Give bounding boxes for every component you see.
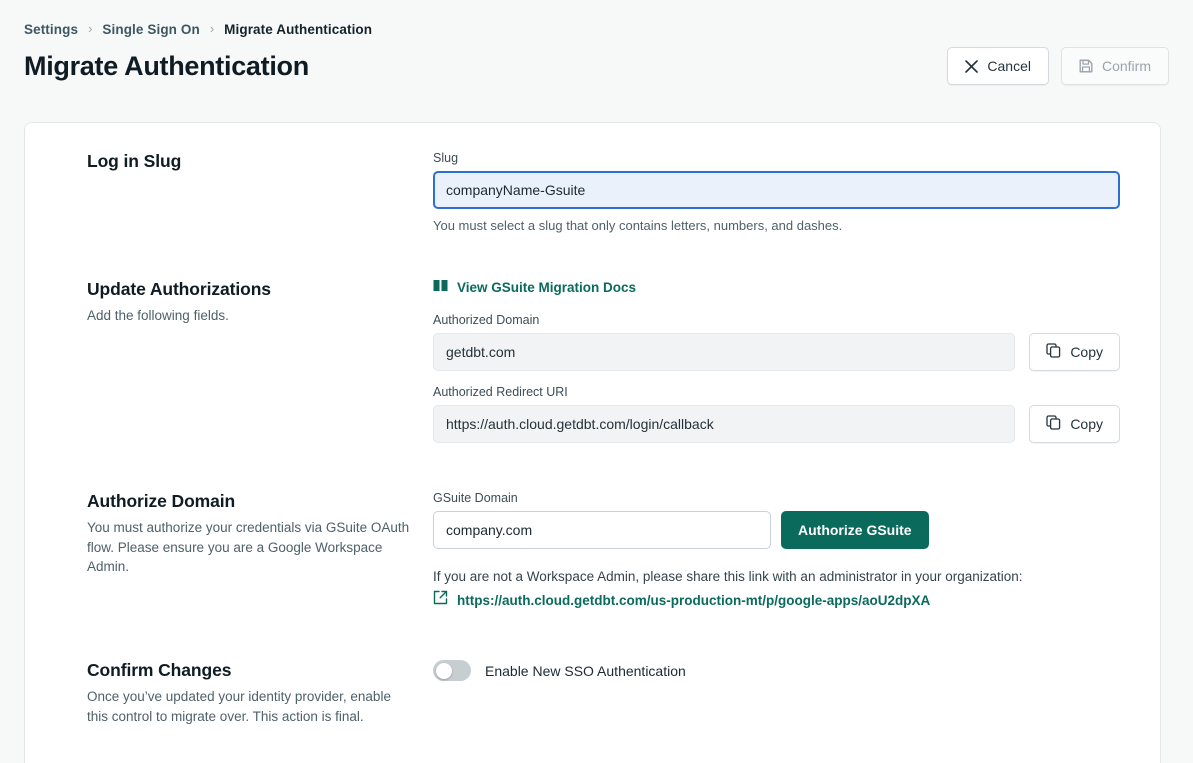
gsuite-domain-input[interactable]	[433, 511, 771, 549]
section-confirm-changes-title: Confirm Changes	[87, 660, 232, 680]
header-actions	[947, 47, 1169, 85]
section-authorize-domain-info	[49, 491, 433, 610]
breadcrumb-item-migrate-authentication: Migrate Authentication	[224, 22, 373, 37]
section-authorize-domain	[25, 443, 1160, 610]
copy-authorized-redirect-uri-button[interactable]	[1029, 405, 1120, 443]
breadcrumb	[0, 0, 1193, 37]
copy-authorized-domain-button[interactable]	[1029, 333, 1120, 371]
save-icon	[1079, 59, 1093, 73]
page-header	[0, 37, 1193, 85]
section-update-authorizations-title: Update Authorizations	[87, 279, 271, 299]
gsuite-domain-label: GSuite Domain	[433, 491, 518, 505]
cancel-button-label: Cancel	[987, 58, 1031, 74]
view-gsuite-migration-docs-label: View GSuite Migration Docs	[457, 279, 637, 295]
gsuite-domain-row	[433, 511, 1120, 549]
cancel-button[interactable]	[947, 47, 1049, 85]
close-icon	[965, 60, 978, 73]
enable-sso-toggle[interactable]	[433, 660, 471, 681]
section-authorize-domain-fields	[433, 491, 1136, 610]
copy-icon	[1046, 415, 1061, 433]
section-confirm-changes-info	[49, 660, 433, 726]
section-update-authorizations-subtitle: Add the following fields.	[87, 308, 229, 323]
view-gsuite-migration-docs-link[interactable]	[433, 279, 636, 295]
confirm-button[interactable]	[1061, 47, 1169, 85]
section-login-slug	[25, 123, 1160, 233]
section-confirm-changes	[25, 610, 1160, 763]
section-login-slug-fields	[433, 151, 1136, 233]
share-link-instructions: If you are not a Workspace Admin, please share this link with an administrator in your organization:	[433, 569, 1023, 584]
confirm-button-label: Confirm	[1101, 58, 1151, 74]
toggle-knob	[436, 663, 452, 679]
chevron-right-icon: ›	[209, 21, 215, 36]
authorize-gsuite-button[interactable]: Authorize GSuite	[781, 511, 929, 549]
copy-authorized-domain-label: Copy	[1070, 344, 1103, 360]
chevron-right-icon: ›	[88, 21, 93, 36]
section-update-authorizations	[25, 233, 1160, 443]
page-title: Migrate Authentication	[24, 50, 309, 81]
section-update-authorizations-fields	[433, 279, 1136, 443]
section-login-slug-title: Log in Slug	[87, 151, 182, 171]
authorized-redirect-uri-label: Authorized Redirect URI	[433, 385, 568, 399]
enable-sso-toggle-row	[433, 660, 1120, 681]
section-confirm-changes-fields	[433, 660, 1136, 726]
breadcrumb-item-single-sign-on[interactable]: Single Sign On	[102, 22, 200, 37]
section-authorize-domain-subtitle: You must authorize your credentials via GSuite OAuth flow. Please ensure you are a Google Workspace Admin.	[87, 520, 410, 575]
authorized-redirect-uri-row	[433, 405, 1120, 443]
share-link-row	[433, 590, 1120, 610]
authorized-domain-input[interactable]	[433, 333, 1015, 371]
authorized-domain-label: Authorized Domain	[433, 313, 540, 327]
external-link-icon	[433, 590, 448, 610]
slug-hint: You must select a slug that only contains letters, numbers, and dashes.	[433, 218, 843, 233]
copy-authorized-redirect-uri-label: Copy	[1070, 416, 1103, 432]
enable-sso-toggle-label: Enable New SSO Authentication	[485, 662, 686, 679]
slug-input[interactable]	[433, 171, 1120, 209]
authorized-redirect-uri-input[interactable]	[433, 405, 1015, 443]
book-icon	[433, 279, 448, 295]
section-confirm-changes-subtitle: Once you’ve updated your identity provider, enable this control to migrate over. This action is final.	[87, 689, 391, 724]
section-update-authorizations-info	[49, 279, 433, 443]
slug-field-label: Slug	[433, 151, 459, 165]
section-authorize-domain-title: Authorize Domain	[87, 491, 236, 511]
copy-icon	[1046, 343, 1061, 361]
workspace-admin-share-link[interactable]: https://auth.cloud.getdbt.com/us-production-mt/p/google-apps/aoU2dpXA	[457, 592, 931, 608]
authorized-domain-row	[433, 333, 1120, 371]
breadcrumb-item-settings[interactable]: Settings	[24, 22, 79, 37]
section-login-slug-info	[49, 151, 433, 233]
settings-card	[24, 122, 1161, 763]
